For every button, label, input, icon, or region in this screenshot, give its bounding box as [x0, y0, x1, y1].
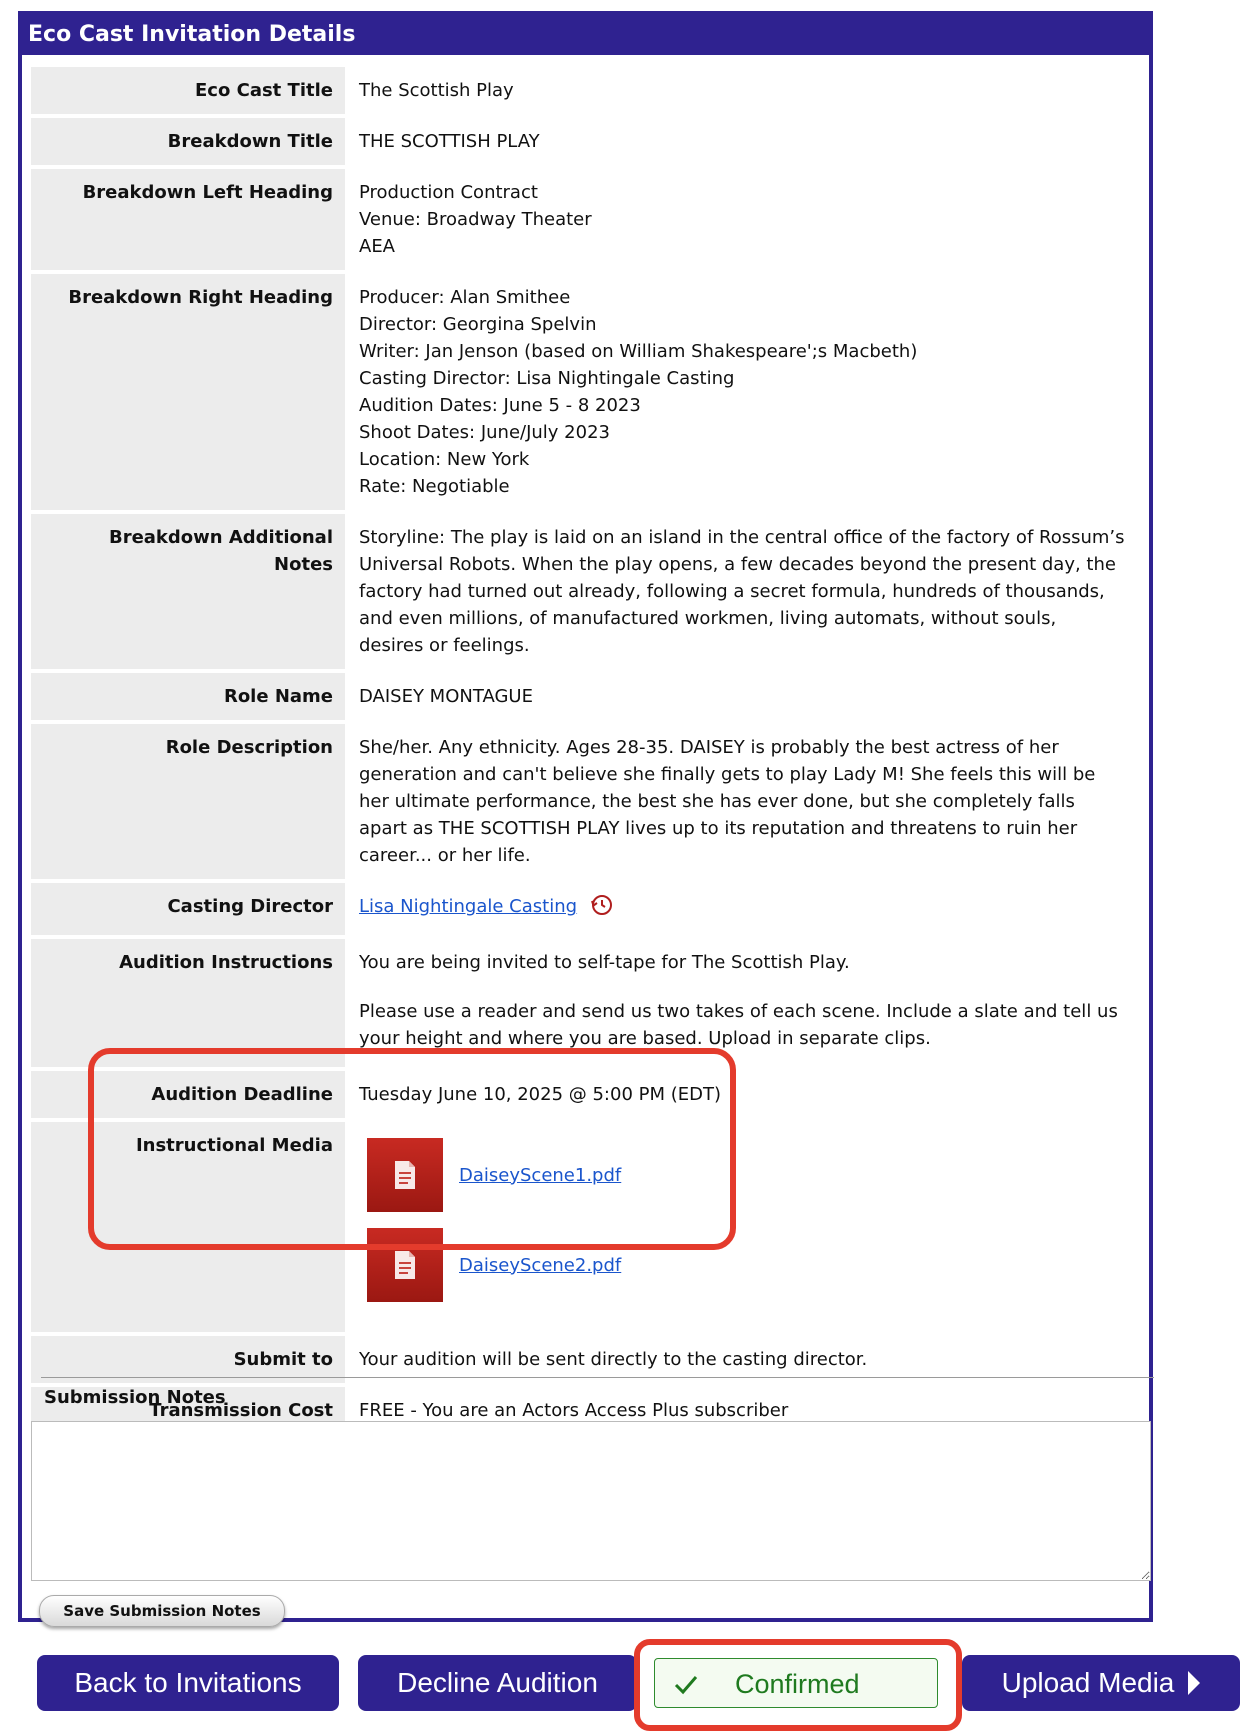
detail-line: AEA [359, 236, 395, 257]
detail-value [345, 169, 1138, 270]
detail-row-audition-deadline [31, 1071, 1138, 1118]
detail-row-eco-cast-title [31, 67, 1138, 114]
details-table [31, 63, 1138, 1438]
invitation-details-panel [18, 11, 1153, 1622]
detail-value: DAISEY MONTAGUE [345, 673, 1138, 720]
detail-line: Director: Georgina Spelvin [359, 314, 597, 335]
detail-value [345, 274, 1138, 510]
media-file-link[interactable]: DaiseyScene2.pdf [459, 1254, 622, 1276]
detail-value: Storyline: The play is laid on an island in the central office of the factory of Rossum’s Universal Robots. When the play opens, a few decades beyond the present day, the factory had turned out already, following a secret formula, hundreds of thousands, and even millions, of manufactured workmen, living automats, without souls, desires or feelings. [345, 514, 1138, 669]
play-arrow-icon [1188, 1671, 1200, 1695]
detail-row-role-name [31, 673, 1138, 720]
media-item [367, 1228, 1126, 1302]
detail-row-right-heading [31, 274, 1138, 510]
detail-row-instructional-media [31, 1122, 1138, 1332]
detail-line: Venue: Broadway Theater [359, 209, 592, 230]
detail-line: Writer: Jan Jenson (based on William Shakespeare';s Macbeth) [359, 341, 918, 362]
detail-value [345, 939, 1138, 1067]
confirmed-label: Confirmed [735, 1669, 860, 1699]
detail-value [345, 883, 1138, 935]
instructions-paragraph: You are being invited to self-tape for The Scottish Play. [359, 952, 850, 973]
detail-label: Breakdown Title [31, 118, 345, 165]
detail-line: Producer: Alan Smithee [359, 287, 571, 308]
detail-row-casting-director [31, 883, 1138, 935]
checkmark-icon [673, 1659, 699, 1725]
detail-line: Rate: Negotiable [359, 476, 510, 497]
detail-line: Location: New York [359, 449, 530, 470]
detail-label: Audition Instructions [31, 939, 345, 1067]
media-item [367, 1138, 1126, 1212]
detail-line: Audition Dates: June 5 - 8 2023 [359, 395, 641, 416]
panel-title: Eco Cast Invitation Details [22, 15, 1149, 55]
detail-line: Shoot Dates: June/July 2023 [359, 422, 610, 443]
detail-row-audition-instructions [31, 939, 1138, 1067]
detail-label: Instructional Media [31, 1122, 345, 1332]
save-submission-notes-button[interactable]: Save Submission Notes [39, 1595, 285, 1627]
back-to-invitations-button[interactable]: Back to Invitations [37, 1655, 339, 1711]
detail-line: Production Contract [359, 182, 538, 203]
pdf-file-icon[interactable] [367, 1138, 443, 1212]
pdf-file-icon[interactable] [367, 1228, 443, 1302]
media-file-link[interactable]: DaiseyScene1.pdf [459, 1164, 622, 1186]
detail-value: Tuesday June 10, 2025 @ 5:00 PM (EDT) [345, 1071, 1138, 1118]
detail-label: Role Name [31, 673, 345, 720]
media-list [345, 1122, 1138, 1332]
detail-label: Role Description [31, 724, 345, 879]
upload-media-label: Upload Media [1001, 1667, 1175, 1698]
submission-notes-textarea[interactable] [31, 1421, 1151, 1581]
detail-value: Your audition will be sent directly to the casting director. [345, 1336, 1138, 1383]
detail-label: Breakdown Left Heading [31, 169, 345, 270]
detail-value: She/her. Any ethnicity. Ages 28-35. DAISEY is probably the best actress of her generation and can't believe she finally gets to play Lady M! She feels this will be her ultimate performance, the best she has ever done, but she completely falls apart as THE SCOTTISH PLAY lives up to its reputation and threatens to ruin her career... or her life. [345, 724, 1138, 879]
detail-value: THE SCOTTISH PLAY [345, 118, 1138, 165]
detail-label: Audition Deadline [31, 1071, 345, 1118]
detail-value: FREE - You are an Actors Access Plus subscriber [345, 1387, 1138, 1434]
detail-label: Eco Cast Title [31, 67, 345, 114]
detail-label: Breakdown Additional Notes [31, 514, 345, 669]
detail-row-left-heading [31, 169, 1138, 270]
upload-media-button[interactable] [962, 1655, 1240, 1711]
detail-label: Casting Director [31, 883, 345, 935]
submission-notes-title: Submission Notes [44, 1387, 226, 1408]
divider [41, 1377, 1154, 1378]
detail-row-additional-notes [31, 514, 1138, 669]
instructions-paragraph: Please use a reader and send us two takes of each scene. Include a slate and tell us your height and where you are based. Upload in separate clips. [359, 1001, 1118, 1049]
detail-row-role-description [31, 724, 1138, 879]
detail-row-breakdown-title [31, 118, 1138, 165]
detail-row-submit-to [31, 1336, 1138, 1383]
detail-line: Casting Director: Lisa Nightingale Casting [359, 368, 735, 389]
decline-audition-button[interactable]: Decline Audition [358, 1655, 637, 1711]
detail-label: Transmission Cost [31, 1387, 345, 1434]
detail-label: Breakdown Right Heading [31, 274, 345, 510]
casting-director-link[interactable]: Lisa Nightingale Casting [359, 896, 578, 917]
detail-value: The Scottish Play [345, 67, 1138, 114]
history-icon[interactable] [589, 893, 613, 925]
detail-label: Submit to [31, 1336, 345, 1383]
confirmed-status[interactable] [654, 1658, 938, 1708]
